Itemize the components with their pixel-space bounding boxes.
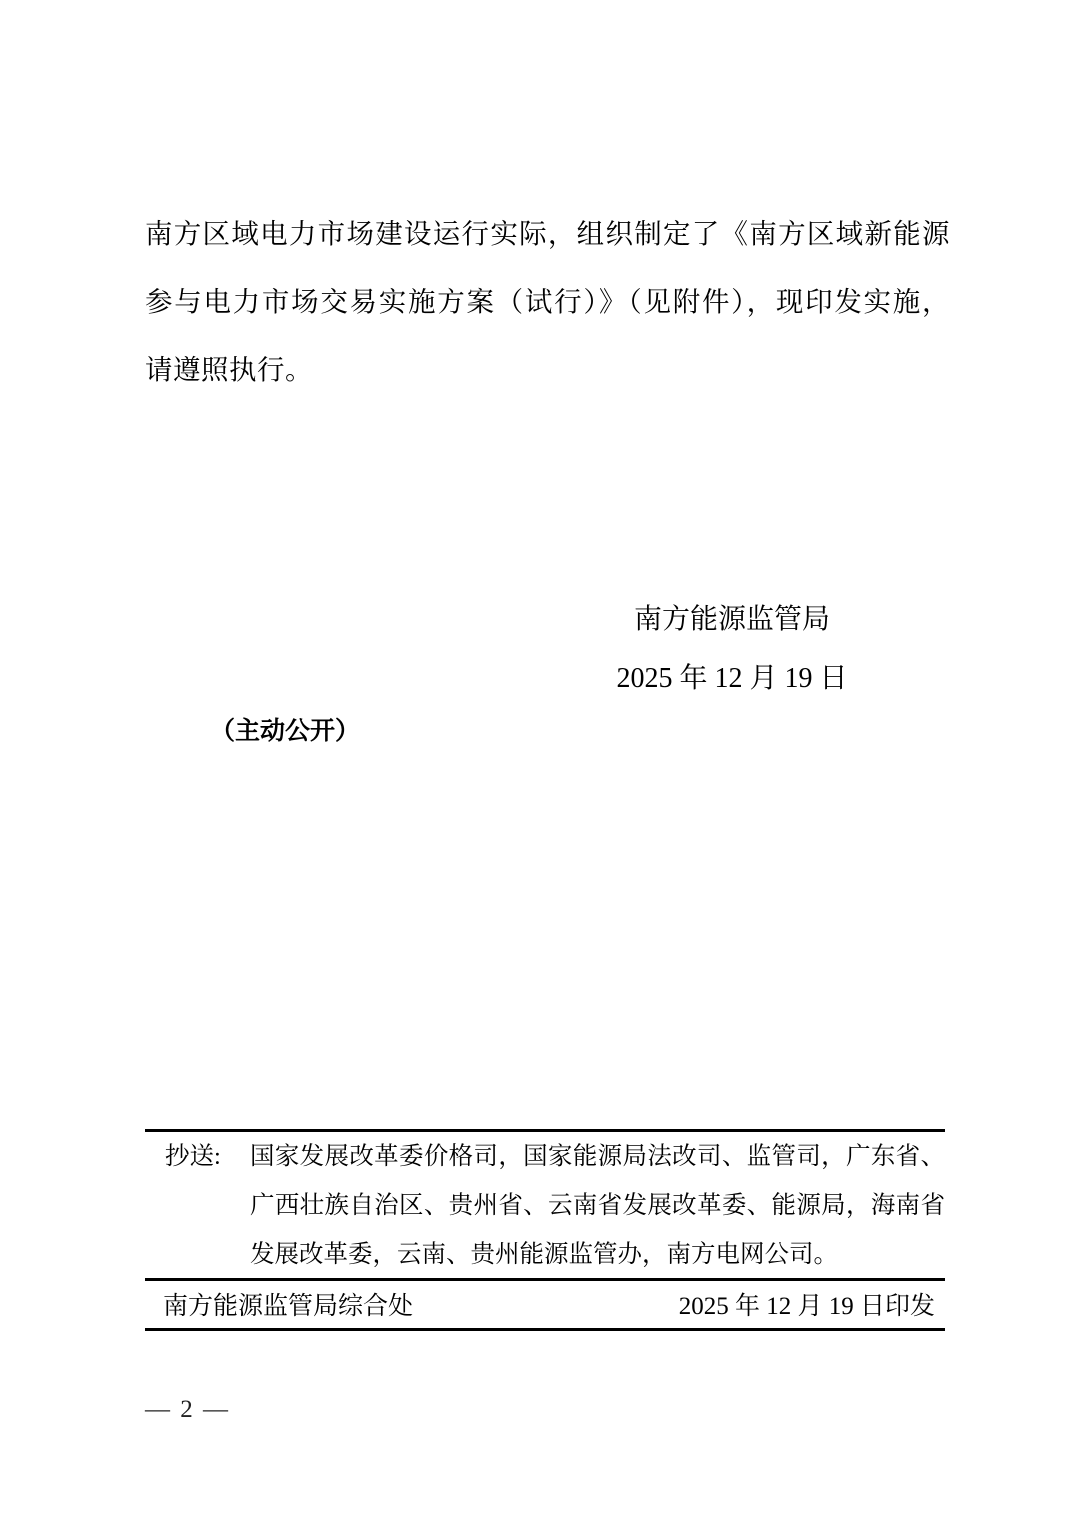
body-line: 参与电力市场交易实施方案（试行）》（见附件），现印发实施， [145, 286, 950, 317]
cc-line-text: 国家发展改革委价格司，国家能源局法改司、监管司，广东省、 [250, 1143, 945, 1170]
signature-block [532, 590, 932, 708]
cc-section [165, 1132, 945, 1279]
imprint-print-date: 2025 年 12 月 19 日印发 [678, 1293, 935, 1320]
signature-org: 南方能源监管局 [633, 604, 830, 635]
body-paragraph [145, 200, 950, 404]
cc-line [165, 1132, 945, 1181]
imprint-office: 南方能源监管局综合处 [163, 1293, 414, 1320]
page-number: — 2 — [145, 1396, 230, 1423]
signature-date: 2025 年 12 月 19 日 [616, 663, 848, 694]
cc-label: 抄送: [165, 1143, 221, 1170]
imprint-row [145, 1293, 945, 1320]
footer-bottom-rule [145, 1328, 945, 1331]
cc-line: 发展改革委，云南、贵州能源监管办，南方电网公司。 [250, 1241, 838, 1268]
body-line: 请遵照执行。 [145, 354, 313, 385]
disclosure-note: （主动公开） [210, 717, 361, 745]
body-line: 南方区域电力市场建设运行实际，组织制定了《南方区域新能源 [145, 218, 950, 249]
cc-line: 广西壮族自治区、贵州省、云南省发展改革委、能源局，海南省 [250, 1192, 945, 1219]
